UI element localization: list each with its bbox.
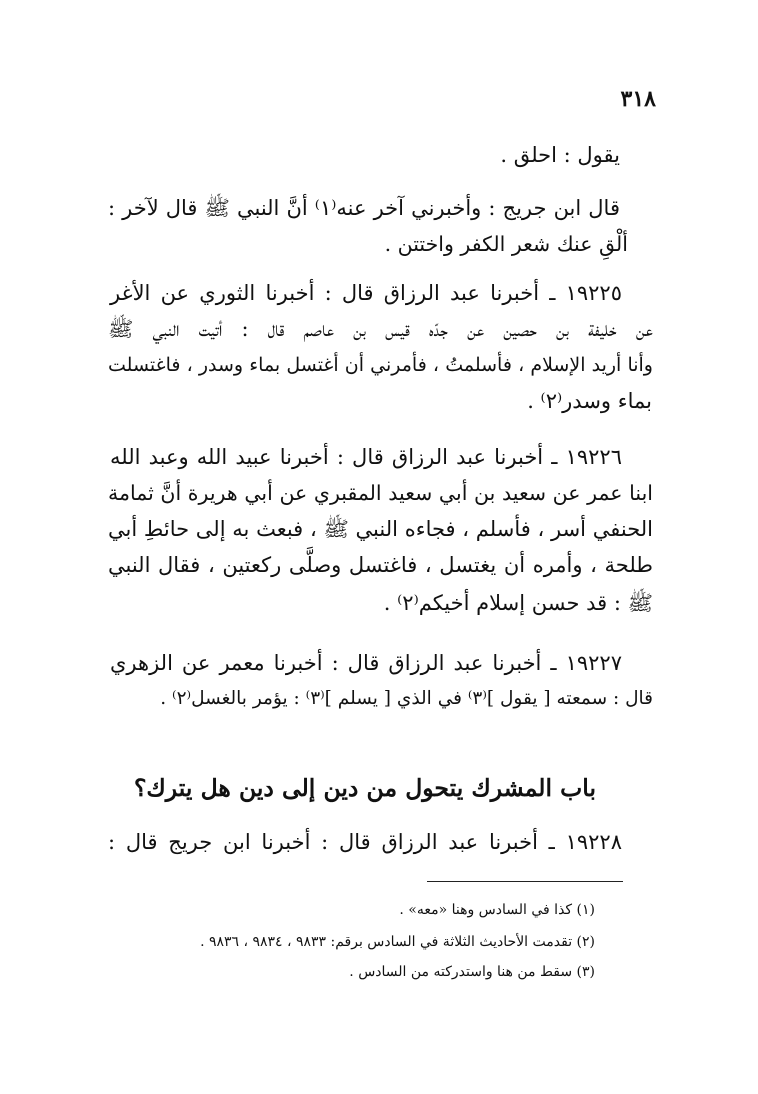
footnote-1: (١) كذا في السادس وهنا «معه» . <box>399 902 595 918</box>
text-line-15: ١٩٢٢٨ ـ أخبرنا عبد الرزاق قال : أخبرنا ابن جريج قال : <box>108 830 622 854</box>
footnote-3: (٣) سقط من هنا واستدركته من السادس . <box>349 964 595 980</box>
section-heading: باب المشرك يتحول من دين إلى دين هل يترك؟ <box>133 774 596 802</box>
text-line-11: طلحة ، وأمره أن يغتسل ، فاغتسل وصلَّى ركعتين ، فقال النبي <box>108 553 653 577</box>
text-line-13: ١٩٢٢٧ ـ أخبرنا عبد الرزاق قال : أخبرنا معمر عن الزهري <box>110 651 622 675</box>
text-line-3: ألْقِ عنك شعر الكفر واختتن . <box>384 232 628 256</box>
text-line-5: عن خليفة بن حصين عن جدّه قيس بن عاصم قال : أتيت النبي ﷺ <box>108 317 653 341</box>
page-number: ٣١٨ <box>620 86 656 112</box>
text-line-10: الحنفي أسر ، فأسلم ، فجاءه النبي ﷺ ، فبعث به إلى حائطِ أبي <box>108 517 653 541</box>
text-line-12: ﷺ : قد حسن إسلام أخيكم⁽٢⁾ . <box>383 591 653 615</box>
text-line-8: ١٩٢٢٦ ـ أخبرنا عبد الرزاق قال : أخبرنا عبيد الله وعبد الله <box>110 445 622 469</box>
text-line-14: قال : سمعته [ يقول ]⁽٣⁾ في الذي [ يسلم ]⁽٣⁾ : يؤمر بالغسل⁽٢⁾ . <box>160 688 653 709</box>
footnote-2: (٢) تقدمت الأحاديث الثلاثة في السادس برقم: ٩٨٣٣ ، ٩٨٣٤ ، ٩٨٣٦ . <box>200 934 595 950</box>
text-line-7: بماء وسدر⁽٢⁾ . <box>527 389 652 413</box>
footnote-divider <box>427 881 623 882</box>
text-line-4: ١٩٢٢٥ ـ أخبرنا عبد الرزاق قال : أخبرنا الثوري عن الأغر <box>110 281 622 305</box>
text-line-2: قال ابن جريج : وأخبرني آخر عنه⁽١⁾ أنَّ النبي ﷺ قال لآخر : <box>108 196 620 220</box>
text-line-6: وأنا أريد الإسلام ، فأسلمتُ ، فأمرني أن أغتسل بماء وسدر ، فاغتسلت <box>108 354 653 376</box>
text-line-1: يقول : احلق . <box>500 143 620 167</box>
text-line-9: ابنا عمر عن سعيد بن أبي سعيد المقبري عن أبي هريرة أنَّ ثمامة <box>108 481 653 505</box>
